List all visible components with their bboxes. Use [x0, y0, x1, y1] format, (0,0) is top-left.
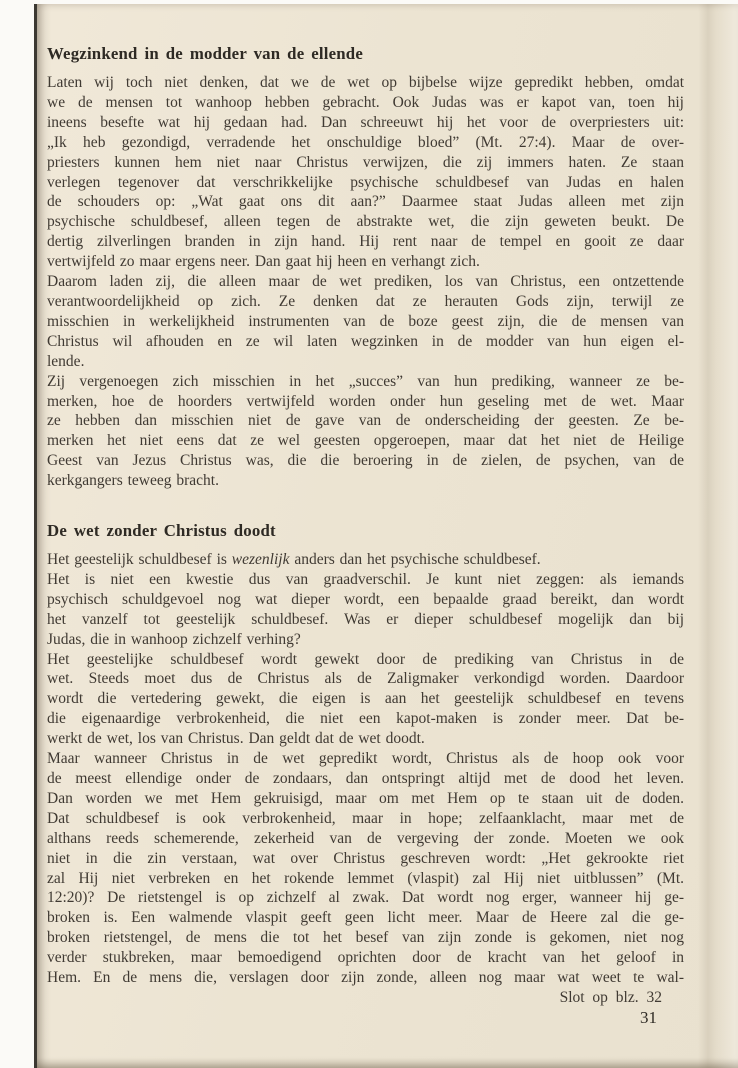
- text-line: merken, hoe de hoorders vertwijfeld worden onder hun geseling met de wet. Maar: [47, 392, 684, 410]
- text-line: lende.: [47, 352, 85, 370]
- text-line: kerkgangers teweeg bracht.: [47, 472, 219, 490]
- text-line: verantwoordelijkheid op zich. Ze denken dat ze herauten Gods zijn, terwijl ze: [47, 292, 684, 310]
- text-line: Dan worden we met Hem gekruisigd, maar om met Hem op te staan uit de doden.: [47, 789, 684, 807]
- text-line: broken is. Een walmende vlaspit geeft geen licht meer. Maar de Heere zal die ge-: [47, 909, 684, 927]
- book-page: [34, 4, 738, 1068]
- text-line: „Ik heb gezondigd, verradende het onschuldige bloed” (Mt. 27:4). Maar de over-: [47, 133, 684, 151]
- text-line: Judas, die in wanhoop zichzelf verhing?: [47, 630, 301, 648]
- text-line: verder stukbreken, maar bemoedigend oprichten door de kracht van het geloof in: [47, 949, 684, 967]
- page-bottom-edge-shadow: [37, 1058, 738, 1068]
- paragraph: [47, 650, 684, 750]
- text-line: Het is niet een kwestie dus van graadverschil. Je kunt niet zeggen: als iemands: [47, 570, 684, 588]
- text-line: Geest van Jezus Christus was, die die beroering in de zielen, de psychen, van de: [47, 452, 684, 470]
- text-line: priesters kunnen hem niet naar Christus verwijzen, die zij immers haten. Ze staan: [47, 153, 684, 171]
- text-line: Maar wanneer Christus in de wet gepredikt wordt, Christus als de hoop ook voor: [47, 750, 684, 768]
- text-line: niet in die zin verstaan, wat over Christus geschreven wordt: „Het gekrookte riet: [47, 849, 684, 867]
- text-line: Het geestelijke schuldbesef wordt gewekt door de prediking van Christus in de: [47, 650, 684, 668]
- text-line: Christus wil afhouden en ze wil laten wegzinken in de modder van hun eigen el-: [47, 332, 684, 350]
- text-line: de meest ellendige onder de zondaars, dan ontspringt altijd met de dood het leven.: [47, 770, 684, 787]
- page-number: 31: [640, 1007, 657, 1027]
- text-line: zal Hij niet verbreken en het rokende lemmet (vlaspit) zal Hij niet uitblussen” (Mt.: [47, 869, 684, 887]
- paragraph: [47, 272, 684, 372]
- text-line: die eigenaardige verbrokenheid, die niet een kapot-maken is zonder meer. Dat be-: [47, 710, 684, 728]
- text-line: psychische schuldbesef, alleen tegen de abstrakte wet, die zijn geweten beukt. De: [47, 213, 684, 231]
- section-heading: Wegzinkend in de modder van de ellende: [47, 44, 363, 63]
- text-line: althans reeds schemerende, zekerheid van de vergeving der zonde. Moeten we ook: [47, 829, 684, 847]
- paragraph: [47, 749, 684, 988]
- document-section: [47, 521, 684, 988]
- text-line: wet. Steeds moet dus de Christus als de Zaligmaker verkondigd worden. Daardoor: [47, 670, 684, 688]
- text-line: Het geestelijk schuldbesef is wezenlijk anders dan het psychische schuldbesef.: [47, 551, 541, 569]
- page-right-edge-shadow: [698, 4, 738, 1068]
- paragraph: [47, 372, 684, 491]
- paragraph: [47, 73, 684, 272]
- text-line: dertig zilverlingen branden in zijn hand. Hij rent naar de tempel en gooit ze daar: [47, 233, 684, 251]
- text-line: we de mensen tot wanhoop hebben gebracht. Ook Judas was er kapot van, toen hij: [47, 93, 684, 111]
- text-line: werkt de wet, los van Christus. Dan geldt dat de wet doodt.: [47, 730, 425, 748]
- text-line: vertwijfeld zo maar ergens neer. Dan gaat hij heen en verhangt zich.: [47, 253, 480, 271]
- text-line: Daarom laden zij, die alleen maar de wet prediken, los van Christus, een ontzettende: [47, 273, 684, 291]
- text-line: verlegen tegenover dat verschrikkelijke psychische schuldbesef van Judas en halen: [47, 173, 684, 191]
- text-line: Zij vergenoegen zich misschien in het „succes” van hun prediking, wanneer ze be-: [47, 372, 684, 390]
- text-line: misschien in werkelijkheid instrumenten van de boze geest zijn, die de mensen van: [47, 312, 684, 330]
- text-line: wordt die vertedering gewekt, die eigen is aan het geestelijk schuldbesef en tevens: [47, 690, 684, 708]
- text-line: merken het niet eens dat ze wel geesten opgeroepen, maar dat het niet de Heilige: [47, 432, 684, 450]
- text-line: Dat schuldbesef is ook verbrokenheid, maar in hope; zelfaanklacht, maar met de: [47, 809, 684, 827]
- text-line: 12:20)? De rietstengel is op zichzelf al zwak. Dat wordt nog erger, wanneer hij ge-: [47, 889, 684, 907]
- paragraph: [47, 550, 684, 570]
- text-line: ze hebben dan misschien niet de gave van de onderscheiding der geesten. Ze be-: [47, 412, 684, 430]
- text-line: broken rietstengel, de mens die tot het besef van zijn zonde is gekomen, niet nog: [47, 929, 684, 947]
- text-line: Hem. En de mens die, verslagen door zijn zonde, alleen nog maar wat weet te wal-: [47, 969, 684, 987]
- footer-note: Slot op blz. 32: [559, 988, 662, 1006]
- section-heading: De wet zonder Christus doodt: [47, 521, 276, 541]
- text-line: Laten wij toch niet denken, dat we de wet op bijbelse wijze gepredikt hebben, omdat: [47, 74, 684, 91]
- text-line: ineens besefte wat hij gedaan had. Dan schreeuwt hij het voor de overpriesters uit:: [47, 113, 684, 131]
- text-line: de schouders op: „Wat gaat ons dit aan?” Daarmee staat Judas alleen met zijn: [47, 193, 684, 211]
- text-line: psychisch schuldgevoel nog wat dieper wordt, een bepaalde graad bereikt, dan wordt: [47, 590, 684, 608]
- text-line: het vanzelf tot geestelijk schuldbesef. Was er dieper schuldbesef mogelijk dan bij: [47, 610, 684, 628]
- page-content: [47, 4, 684, 1028]
- document-section: [47, 44, 684, 491]
- paragraph: [47, 570, 684, 650]
